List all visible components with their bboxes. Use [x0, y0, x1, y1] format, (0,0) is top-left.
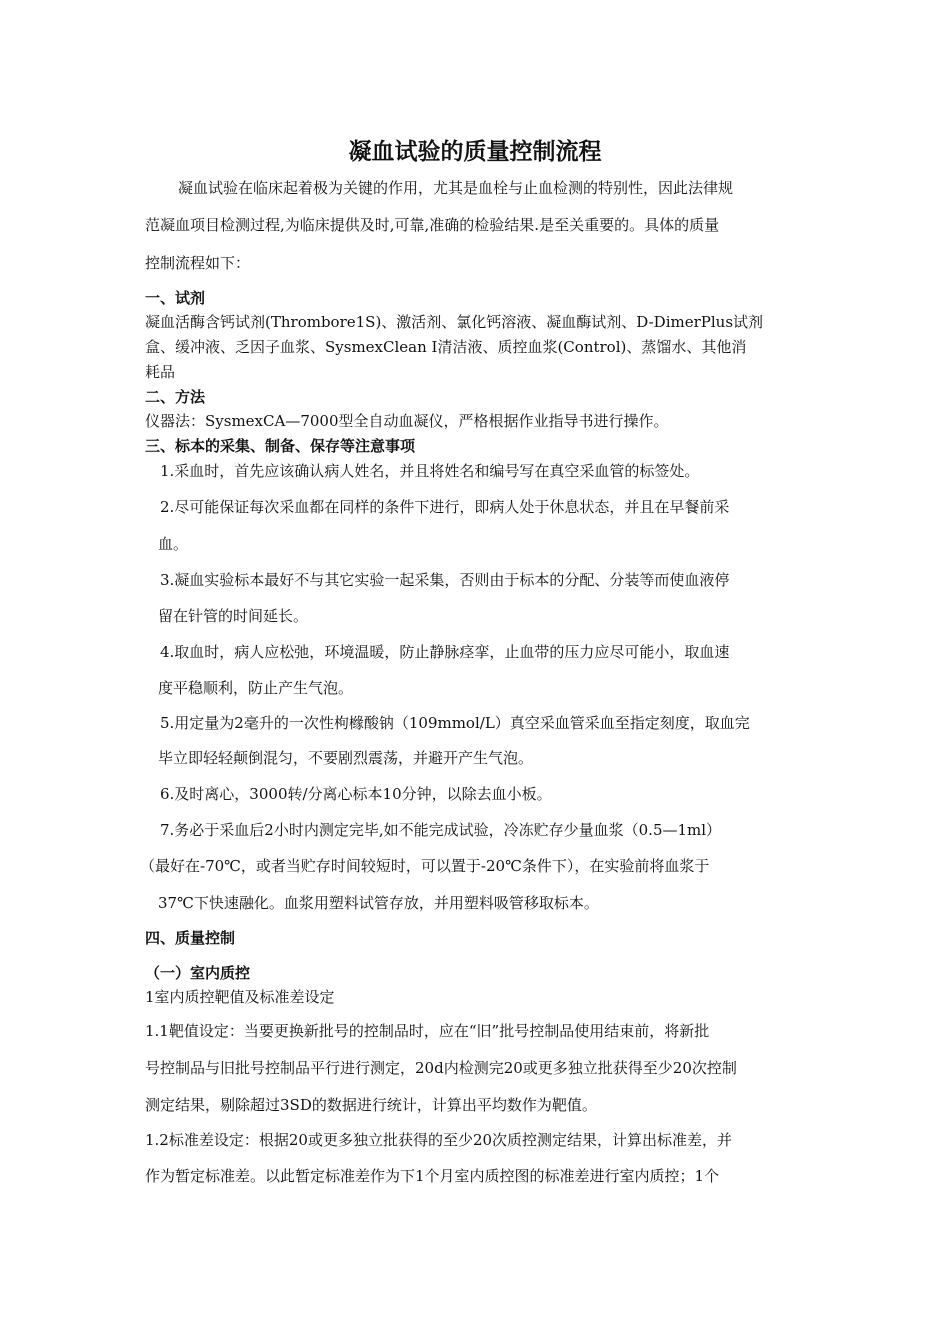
- specimen-item-2-line-2: 血。: [158, 535, 189, 553]
- specimen-item-3-line-1: 3.凝血实验标本最好不与其它实验一起采集，否则由于标本的分配、分装等而使血液停: [160, 571, 730, 589]
- section-heading-reagents: 一、试剂: [145, 289, 206, 307]
- specimen-item-4-line-1: 4.取血时，病人应松弛，环境温暖，防止静脉痉挛，止血带的压力应尽可能小，取血速: [160, 643, 730, 661]
- intro-line-3: 控制流程如下：: [145, 254, 251, 272]
- subsection-heading-internal-qc: （一）室内质控: [145, 964, 251, 982]
- reagents-line-2: 盒、缓冲液、乏因子血浆、SysmexClean I清洁液、质控血浆(Control)、蒸馏水、其他消: [145, 338, 747, 356]
- specimen-item-4-line-2: 度平稳顺利，防止产生气泡。: [158, 679, 354, 697]
- qc-line-2: 1.1靶值设定：当要更换新批号的控制品时，应在“旧”批号控制品使用结束前，将新批: [145, 1022, 710, 1040]
- qc-line-5: 1.2标准差设定：根据20或更多独立批获得的至少20次质控测定结果，计算出标准差，并: [145, 1131, 733, 1149]
- specimen-item-7-line-3: 37℃下快速融化。血浆用塑料试管存放，并用塑料吸管移取标本。: [158, 894, 599, 912]
- reagents-line-3: 耗品: [145, 363, 176, 381]
- intro-line-2: 范凝血项目检测过程,为临床提供及时,可靠,准确的检验结果.是至关重要的。具体的质量: [145, 216, 720, 234]
- section-heading-specimen: 三、标本的采集、制备、保存等注意事项: [145, 437, 416, 455]
- section-heading-method: 二、方法: [145, 388, 206, 406]
- reagents-line-1: 凝血活酶含钙试剂(Thrombore1S)、激活剂、氯化钙溶液、凝血酶试剂、D-DimerPlus试剂: [145, 313, 764, 331]
- specimen-item-6-line-1: 6.及时离心，3000转/分离心标本10分钟，以除去血小板。: [160, 785, 552, 803]
- qc-line-6: 作为暂定标准差。以此暂定标准差作为下1个月室内质控图的标准差进行室内质控；1个: [145, 1167, 720, 1185]
- specimen-item-3-line-2: 留在针管的时间延长。: [158, 607, 309, 625]
- specimen-item-2-line-1: 2.尽可能保证每次采血都在同样的条件下进行，即病人处于休息状态，并且在早餐前采: [160, 498, 730, 516]
- specimen-item-1-line-1: 1.采血时，首先应该确认病人姓名，并且将姓名和编号写在真空采血管的标签处。: [160, 462, 700, 480]
- qc-line-1: 1室内质控靶值及标准差设定: [145, 988, 335, 1006]
- qc-line-3: 号控制品与旧批号控制品平行进行测定，20d内检测完20或更多独立批获得至少20次控制: [145, 1059, 737, 1077]
- method-line-1: 仪器法：SysmexCA—7000型全自动血凝仪，严格根据作业指导书进行操作。: [145, 412, 669, 430]
- page-title: 凝血试验的质量控制流程: [348, 139, 602, 165]
- intro-line-1: 凝血试验在临床起着极为关键的作用，尤其是血栓与止血检测的特别性，因此法律规: [178, 179, 734, 197]
- qc-line-4: 测定结果，剔除超过3SD的数据进行统计，计算出平均数作为靶值。: [145, 1096, 597, 1114]
- specimen-item-5-line-2: 毕立即轻轻颠倒混匀，不要剧烈震荡，并避开产生气泡。: [158, 749, 534, 767]
- section-heading-quality-control: 四、质量控制: [145, 929, 236, 947]
- specimen-item-7-line-2: （最好在-70℃，或者当贮存时间较短时，可以置于-20℃条件下），在实验前将血浆于: [140, 857, 710, 875]
- specimen-item-7-line-1: 7.务必于采血后2小时内测定完毕,如不能完成试验，冷冻贮存少量血浆（0.5—1ml）: [160, 821, 722, 839]
- specimen-item-5-line-1: 5.用定量为2毫升的一次性枸橼酸钠（109mmol/L）真空采血管采血至指定刻度，取血完: [160, 714, 750, 732]
